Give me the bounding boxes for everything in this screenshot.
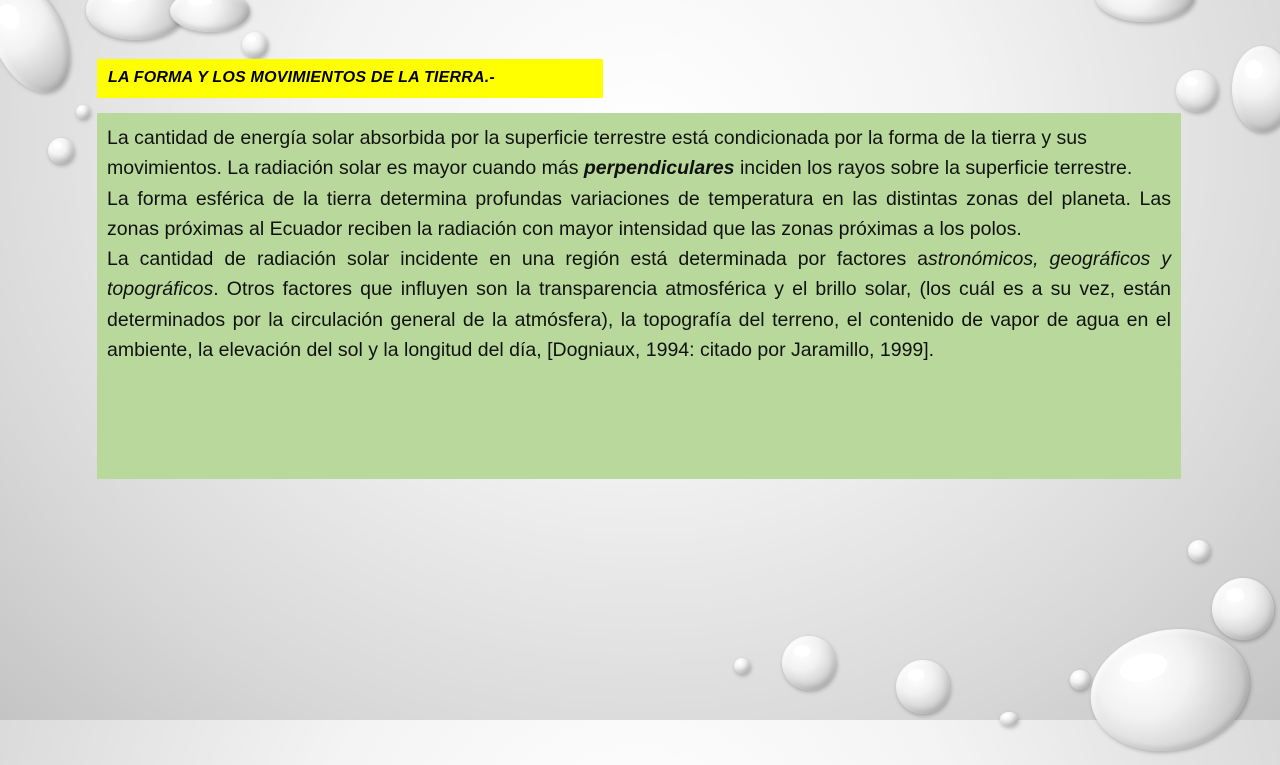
paragraph-earth-shape: La forma esférica de la tierra determina profundas variaciones de temperatura en las distintas zonas del planeta. Las zonas próximas al Ecuador reciben la radiación con mayor intensidad que las zonas próximas a los polos. [107, 187, 1171, 240]
water-drop [76, 105, 90, 119]
water-drop [1232, 46, 1280, 132]
paragraph-text: La cantidad de radiación solar incidente en una región está determinada por factores a [107, 248, 928, 271]
water-drop [0, 0, 86, 105]
water-drop [734, 658, 750, 674]
water-drop [782, 636, 836, 690]
water-drop [242, 32, 268, 58]
paragraph-text: La cantidad de energía solar absorbida por la superficie terrestre está condicionada por la forma de la tierra y sus movimientos. La radiación solar es mayor cuando más [107, 127, 1087, 180]
water-drop [1095, 0, 1195, 22]
paragraph-text: inciden los rayos sobre la superficie terrestre. [734, 157, 1133, 180]
paragraph-radiation-factors [107, 244, 1171, 365]
water-drop [896, 660, 950, 714]
water-drop [48, 138, 74, 164]
paragraph-solar-energy [107, 123, 1171, 184]
emphasis-text: stronómicos, geográficos y topográficos [107, 248, 1171, 301]
water-drop [1070, 670, 1090, 690]
paragraph-text: . Otros factores que influyen son la transparencia atmosférica y el brillo solar, (los cuál es a su vez, están determinados por la circulación general de la atmósfera), la topografía del terreno, el contenido de vapor de agua en el ambiente, la elevación del sol y la longitud del día, [Dogniaux, 1994: citado por Jaramillo, 1999]. [107, 278, 1171, 362]
water-drop [1212, 578, 1274, 640]
water-drop [1188, 540, 1210, 562]
water-drop [1176, 70, 1218, 112]
water-drop [170, 0, 250, 32]
slide-title-banner [97, 59, 603, 98]
content-box [97, 113, 1181, 479]
slide-title: LA FORMA Y LOS MOVIMIENTOS DE LA TIERRA.- [108, 69, 495, 86]
emphasis-text: perpendiculares [583, 157, 735, 180]
water-drop [1000, 712, 1018, 726]
